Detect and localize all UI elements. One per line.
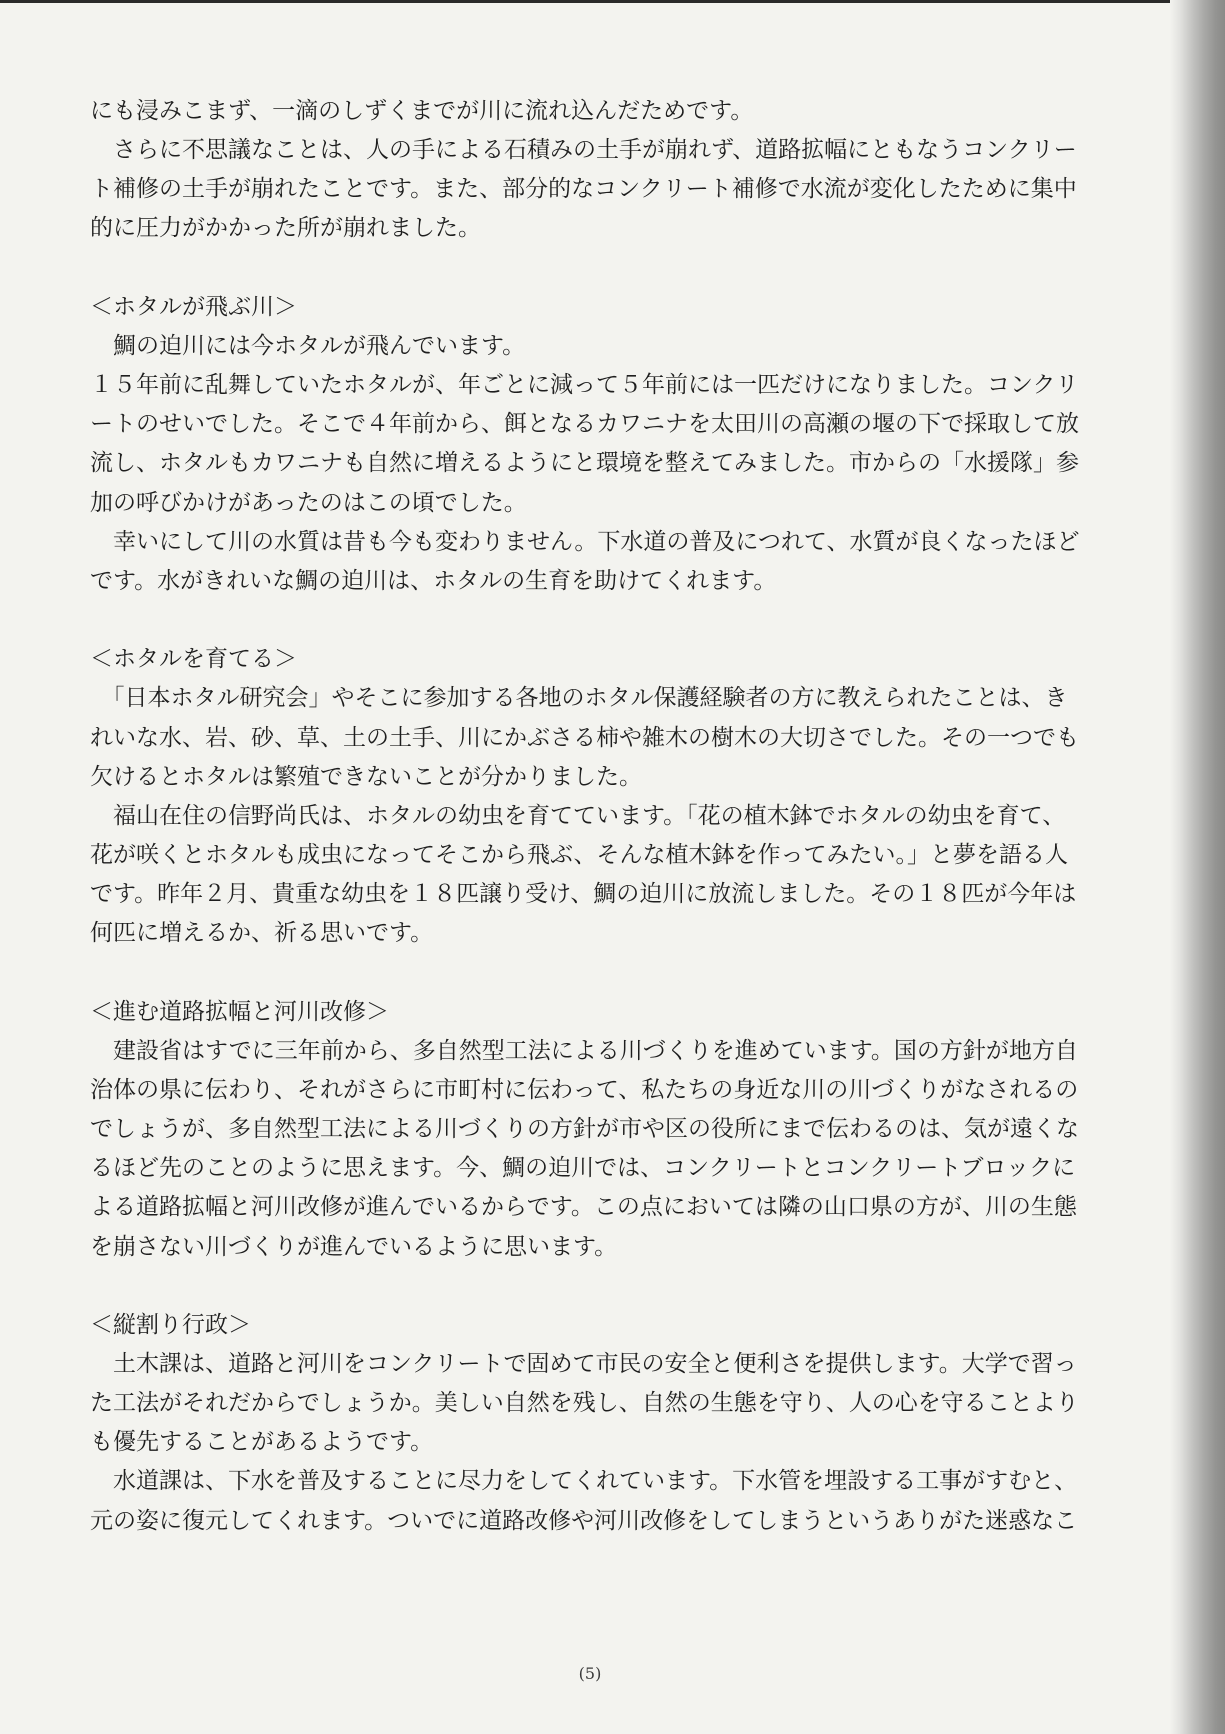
section-raising-fireflies xyxy=(90,640,1160,953)
text-line: るほど先のことのように思えます。今、鯛の迫川では、コンクリートとコンクリートブロックに xyxy=(90,1155,1076,1182)
section-fireflies-river xyxy=(90,288,1160,601)
text-line: 的に圧力がかかった所が崩れました。 xyxy=(90,215,481,242)
text-line: 土木課は、道路と河川をコンクリートで固めて市民の安全と便利さを提供します。大学で習っ xyxy=(90,1351,1077,1377)
text-line: 流し、ホタルもカワニナも自然に増えるようにと環境を整えてみました。市からの「水援隊」参 xyxy=(90,450,1079,477)
text-line: さらに不思議なことは、人の手による石積みの土手が崩れず、道路拡幅にともなうコンクリー xyxy=(90,137,1077,164)
text-line: よる道路拡幅と河川改修が進んでいるからです。この点においては隣の山口県の方が、川の生態 xyxy=(90,1194,1077,1221)
text-line: 福山在住の信野尚氏は、ホタルの幼虫を育てています。「花の植木鉢でホタルの幼虫を育て、 xyxy=(90,802,1066,829)
text-line: 建設省はすでに三年前から、多自然型工法による川づくりを進めています。国の方針が地方自 xyxy=(90,1037,1078,1064)
text-line: も優先することがあるようです。 xyxy=(90,1429,434,1456)
text-line: でしょうが、多自然型工法による川づくりの方針が市や区の役所にまで伝わるのは、気が遠くな xyxy=(90,1116,1079,1143)
section-heading: ＜ホタルを育てる＞ xyxy=(90,646,297,673)
body-text xyxy=(90,92,1160,1541)
text-line: ト補修の土手が崩れたことです。また、部分的なコンクリート補修で水流が変化したために集中 xyxy=(90,176,1077,203)
page-number: (5) xyxy=(578,1664,602,1683)
section-heading: ＜進む道路拡幅と河川改修＞ xyxy=(90,998,389,1025)
text-line: 花が咲くとホタルも成虫になってそこから飛ぶ、そんな植木鉢を作ってみたい。」と夢を語る人 xyxy=(90,841,1068,868)
text-line: 加の呼びかけがあったのはこの頃でした。 xyxy=(90,489,527,516)
scan-binding-shadow xyxy=(1170,0,1225,1734)
text-line: れいな水、岩、砂、草、土の土手、川にかぶさる柿や雑木の樹木の大切さでした。その一つでも xyxy=(90,724,1079,751)
text-line: です。昨年２月、貴重な幼虫を１８匹譲り受け、鯛の迫川に放流しました。その１８匹が今年は xyxy=(90,881,1077,908)
intro-paragraph xyxy=(90,92,1160,249)
section-heading: ＜ホタルが飛ぶ川＞ xyxy=(90,293,297,320)
text-line: 欠けるとホタルは繁殖できないことが分かりました。 xyxy=(90,763,642,790)
text-line: を崩さない川づくりが進んでいるように思います。 xyxy=(90,1233,618,1260)
text-line: 鯛の迫川には今ホタルが飛んでいます。 xyxy=(90,332,526,359)
section-heading: ＜縦割り行政＞ xyxy=(90,1311,251,1338)
text-line: １５年前に乱舞していたホタルが、年ごとに減って５年前には一匹だけになりました。コンクリ xyxy=(90,372,1079,399)
text-line: にも浸みこまず、一滴のしずくまでが川に流れ込んだためです。 xyxy=(90,98,754,124)
text-line: ートのせいでした。そこで４年前から、餌となるカワニナを太田川の高瀬の堰の下で採取して放 xyxy=(90,411,1079,438)
scan-top-edge xyxy=(0,0,1180,3)
section-road-widening xyxy=(90,993,1160,1267)
text-line: 元の姿に復元してくれます。ついでに道路改修や河川改修をしてしまうというありがた迷惑なこ xyxy=(90,1507,1078,1534)
text-line: 水道課は、下水を普及することに尽力をしてくれています。下水管を埋設する工事がすむと、 xyxy=(90,1468,1078,1495)
text-line: た工法がそれだからでしょうか。美しい自然を残し、自然の生態を守り、人の心を守ることより xyxy=(90,1390,1079,1417)
section-vertical-administration xyxy=(90,1306,1160,1541)
text-line: 幸いにして川の水質は昔も今も変わりません。下水道の普及につれて、水質が良くなったほど xyxy=(90,528,1080,555)
text-line: 何匹に増えるか、祈る思いです。 xyxy=(90,920,434,947)
text-line: です。水がきれいな鯛の迫川は、ホタルの生育を助けてくれます。 xyxy=(90,567,777,594)
text-line: 治体の県に伝わり、それがさらに市町村に伝わって、私たちの身近な川の川づくりがなされるの xyxy=(90,1076,1079,1103)
text-line: 「日本ホタル研究会」やそこに参加する各地のホタル保護経験者の方に教えられたことは、き xyxy=(90,685,1068,712)
